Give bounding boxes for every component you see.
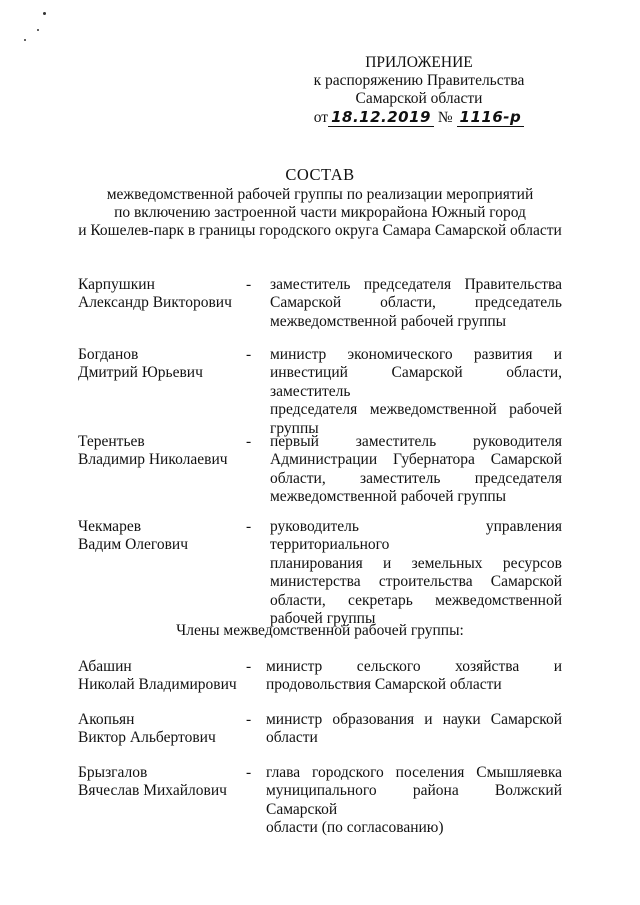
member-name (78, 518, 248, 555)
role-line: планирования и земельных ресурсов (270, 554, 562, 572)
role-line: министр сельского хозяйства и (266, 658, 562, 675)
role-line: области, заместитель председателя (270, 469, 562, 487)
member-role (266, 658, 562, 695)
scan-speck (37, 29, 39, 31)
order-number: 1116-р (457, 108, 525, 127)
member-role (266, 711, 562, 748)
member-surname: Акопьян (78, 711, 135, 728)
member-given-names: Виктор Альбертович (78, 729, 216, 747)
member-role (270, 276, 562, 331)
member-dash: - (246, 711, 252, 728)
role-line: Администрации Губернатора Самарской (270, 451, 562, 469)
role-line: межведомственной рабочей группы (270, 488, 507, 506)
role-line: муниципального района Волжский Самарской (266, 782, 562, 818)
member-dash: - (246, 764, 252, 781)
role-line: глава городского поселения Смышляевка (266, 764, 562, 781)
document-title-block (60, 166, 580, 240)
member-name (78, 764, 248, 801)
role-line: межведомственной рабочей группы (270, 312, 507, 330)
role-line: министр экономического развития и (270, 346, 562, 363)
appendix-line-1: к распоряжению Правительства (313, 72, 525, 89)
role-line: области (по согласованию) (266, 819, 444, 837)
member-name (78, 711, 248, 748)
role-line: первый заместитель руководителя (270, 433, 562, 450)
member-given-names: Николай Владимирович (78, 676, 237, 694)
subtitle-line: и Кошелев-парк в границы городского округа Самара Самарской области (78, 222, 562, 239)
members-heading: Члены межведомственной рабочей группы: (176, 622, 464, 639)
member-role (266, 764, 562, 838)
member-surname: Карпушкин (78, 276, 155, 293)
member-name (78, 433, 248, 470)
member-name (78, 276, 248, 313)
document-title: СОСТАВ (285, 165, 355, 184)
member-surname: Брызгалов (78, 764, 148, 781)
role-line: области, секретарь межведомственной (270, 591, 562, 609)
member-surname: Абашин (78, 658, 132, 675)
member-dash: - (246, 346, 252, 363)
member-entry (78, 764, 562, 837)
role-line: области (266, 729, 318, 747)
member-given-names: Дмитрий Юрьевич (78, 364, 203, 382)
role-line: министр образования и науки Самарской (266, 711, 562, 728)
appendix-line-2: Самарской области (355, 90, 483, 107)
role-line: группы (270, 419, 319, 437)
scan-speck (43, 12, 46, 15)
member-surname: Богданов (78, 346, 139, 363)
member-surname: Чекмарев (78, 518, 142, 535)
role-line: министерства строительства Самарской (270, 573, 562, 591)
appendix-title: ПРИЛОЖЕНИЕ (365, 54, 473, 71)
appendix-header (300, 54, 538, 127)
subtitle-line: по включению застроенной части микрорайона Южный город (114, 204, 526, 221)
scan-speck (24, 39, 26, 41)
member-entry (78, 433, 562, 511)
role-line: Самарской области, председатель (270, 294, 562, 312)
member-entry (78, 276, 562, 336)
member-entry (78, 346, 562, 437)
role-line: заместитель председателя Правительства (270, 276, 562, 293)
member-entry (78, 518, 562, 628)
subtitle-line: межведомственной рабочей группы по реализации мероприятий (106, 186, 534, 203)
member-role (270, 518, 562, 628)
role-line: руководитель управления территориального (270, 518, 562, 554)
member-dash: - (246, 276, 252, 293)
member-entry (78, 658, 562, 698)
member-given-names: Александр Викторович (78, 294, 232, 312)
role-line: рабочей группы (270, 610, 376, 628)
role-line: продовольствия Самарской области (266, 676, 502, 694)
member-role (270, 433, 562, 507)
member-dash: - (246, 658, 252, 675)
role-line: инвестиций Самарской области, заместитель (270, 364, 562, 400)
number-prefix: № (437, 109, 453, 126)
member-dash: - (246, 433, 252, 450)
member-dash: - (246, 518, 252, 535)
member-role (270, 346, 562, 438)
member-surname: Терентьев (78, 433, 145, 450)
member-given-names: Вячеслав Михайлович (78, 782, 227, 800)
member-given-names: Вадим Олегович (78, 536, 189, 554)
member-name (78, 658, 248, 695)
date-prefix: от (313, 109, 329, 126)
role-line: председателя межведомственной рабочей (270, 401, 562, 419)
member-name (78, 346, 248, 383)
order-date: 18.12.2019 (328, 108, 434, 127)
member-given-names: Владимир Николаевич (78, 451, 228, 469)
member-entry (78, 711, 562, 751)
order-date-number (300, 108, 538, 127)
